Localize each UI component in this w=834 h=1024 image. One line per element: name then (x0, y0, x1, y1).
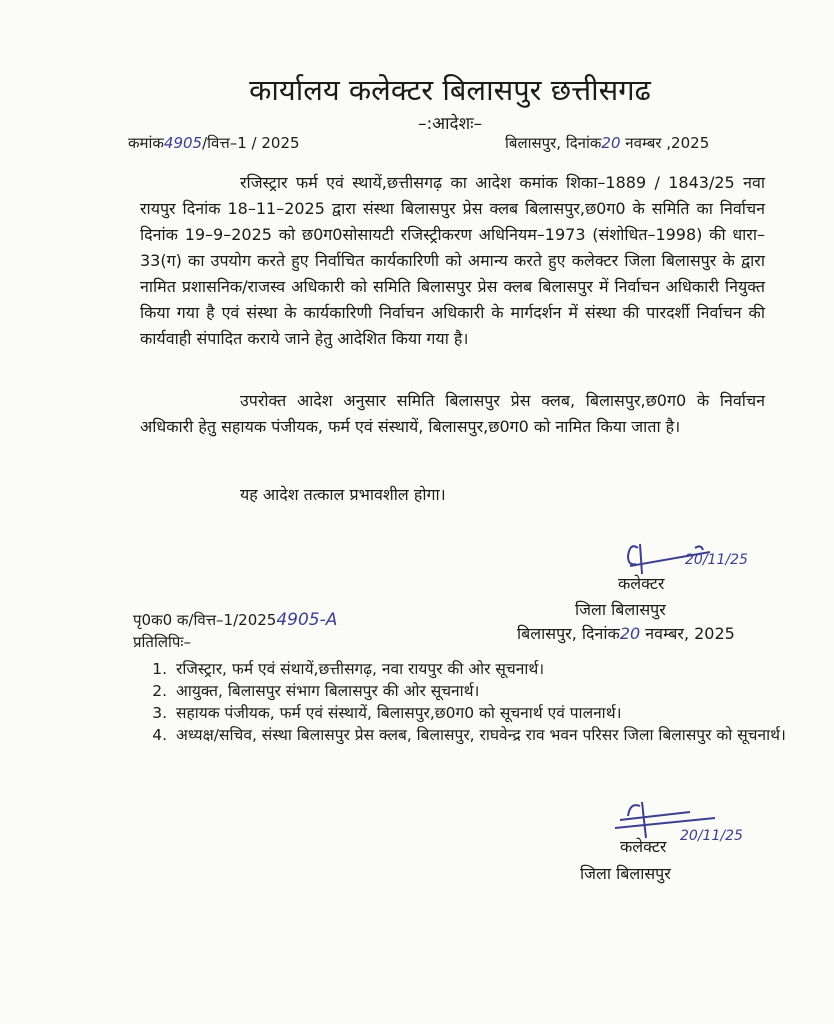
order-date (505, 133, 709, 153)
signature-1-designation: कलेक्टर (618, 574, 665, 593)
list-item: 4. अध्यक्ष/सचिव, संस्था बिलासपुर प्रेस क्लब, बिलासपुर, राघवेन्द्र राव भवन परिसर जिला बिलासपुर को सूचनार्थ। (172, 724, 787, 746)
ref-suffix: /वित्त–1 / 2025 (202, 134, 300, 152)
date-suffix: नवम्बर ,2025 (620, 134, 710, 152)
copy-date-handwritten: 20 (619, 624, 641, 643)
ref-handwritten-number: 4905 (163, 134, 203, 152)
signature-2-designation: कलेक्टर (620, 837, 667, 856)
copy-ref-handwritten: 4905-A (276, 610, 338, 630)
body-paragraph-3: यह आदेश तत्काल प्रभावशील होगा। (240, 485, 446, 504)
list-item: 3. सहायक पंजीयक, फर्म एवं संस्थायें, बिलासपुर,छ0ग0 को सूचनार्थ एवं पालनार्थ। (172, 702, 787, 724)
copy-list (150, 658, 787, 746)
ref-prefix: कमांक (128, 134, 164, 152)
copy-date (517, 622, 735, 644)
signature-1-date: 20/11/25 (685, 552, 748, 568)
signature-1-district: जिला बिलासपुर (575, 600, 666, 619)
body-paragraph-1: रजिस्ट्रार फर्म एवं स्थायें,छत्तीसगढ़ का आदेश कमांक शिका–1889 / 1843/25 नवा रायपुर दिनांक 18–11–2025 द्वारा संस्था बिलासपुर प्रेस क्लब बिलासपुर,छ0ग0 के समिति का निर्वाचन दिनांक 19–9–2025 को छ0ग0सोसायटी रजिस्ट्रीकरण अधिनियम–1973 (संशोधित–1998) की धारा–33(ग) का उपयोग करते हुए निर्वाचित कार्यकारिणी को अमान्य करते हुए कलेक्टर जिला बिलासपुर के द्वारा नामित प्रशासनिक/राजस्व अधिकारी को समिति बिलासपुर प्रेस क्लब बिलासपुर में निर्वाचन अधिकारी नियुक्त किया गया है एवं संस्था के कार्यकारिणी निर्वाचन अधिकारी के मार्गदर्शन में संस्था की पारदर्शी निर्वाचन की कार्यवाही संपादित कराये जाने हेतु आदेशित किया गया है। (140, 173, 765, 348)
date-handwritten-day: 20 (601, 134, 621, 152)
list-item: 1. रजिस्ट्रार, फर्म एवं संथायें,छत्तीसगढ़, नवा रायपुर की ओर सूचनार्थ। (172, 658, 787, 680)
order-reference (128, 133, 300, 153)
signature-2-district: जिला बिलासपुर (580, 864, 671, 883)
date-prefix: बिलासपुर, दिनांक (505, 134, 602, 152)
signature-2-date: 20/11/25 (680, 828, 743, 844)
copy-ref-prefix: पृ0क0 क/वित्त–1/2025 (133, 611, 277, 629)
copy-label: प्रतिलिपिः– (133, 633, 191, 651)
office-title: कार्यालय कलेक्टर बिलासपुर छत्तीसगढ (249, 73, 651, 107)
order-heading: –:आदेशः– (417, 114, 483, 134)
copy-reference (133, 610, 337, 630)
list-item: 2. आयुक्त, बिलासपुर संभाग बिलासपुर की ओर सूचनार्थ। (172, 680, 787, 702)
body-paragraph-2: उपरोक्त आदेश अनुसार समिति बिलासपुर प्रेस क्लब, बिलासपुर,छ0ग0 के निर्वाचन अधिकारी हेतु सहायक पंजीयक, फर्म एवं संस्थायें, बिलासपुर,छ0ग0 को नामित किया जाता है। (140, 391, 765, 436)
copy-date-prefix: बिलासपुर, दिनांक (517, 624, 620, 643)
copy-date-suffix: नवम्बर, 2025 (640, 624, 735, 643)
